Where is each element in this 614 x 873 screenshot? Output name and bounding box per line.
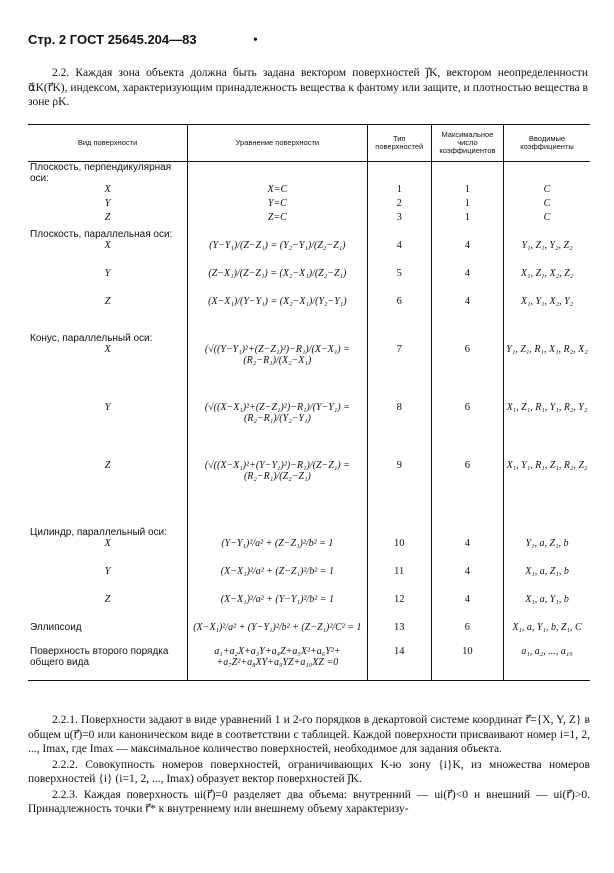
empty-cell — [188, 226, 368, 240]
input-coefficients: X₁, a, Y₁, b, Z₁, C — [504, 622, 590, 646]
table-header-row — [28, 125, 590, 162]
input-coefficients: Y₁, Z₁, Y₂, Z₂ — [504, 240, 590, 268]
empty-cell — [367, 518, 431, 538]
empty-cell — [188, 162, 368, 185]
col-header-equation: Уравнение поверхности — [188, 125, 368, 162]
surface-equation: (X−X₁)²/a² + (Y−Y₁)²/b² + (Z−Z₁)²/C² = 1 — [188, 622, 368, 646]
table-row — [28, 324, 590, 344]
input-coefficients: a₁, a₂, ..., a₁₀ — [504, 646, 590, 680]
surface-equation: a₁+a₂X+a₃Y+a₄Z+a₅X²+a₆Y²+ +a₇Z²+a₈XY+a₉YZ+a₁₀XZ =0 — [188, 646, 368, 680]
table-row — [28, 162, 590, 185]
surface-axis: Y — [104, 402, 111, 413]
paragraph-2-2-3: 2.2.3. Каждая поверхность ui(r⃗)=0 разделяет два объема: внутренний — ui(r⃗)<0 и внешний — ui(r⃗)>0. Принадлежность точки r⃗* к внутреннему или внешнему объему характеризу- — [28, 788, 590, 815]
col-header-max-coef: Максимальное число коэффициентов — [431, 125, 503, 162]
empty-cell — [367, 226, 431, 240]
page-header: Стр. 2 ГОСТ 25645.204—83 — [28, 32, 197, 47]
empty-cell — [504, 162, 590, 185]
surface-equation: (X−X₁)/(Y−Y₁) = (X₂−X₁)/(Y₂−Y₁) — [188, 296, 368, 324]
paragraph-2-2-2: 2.2.2. Совокупность номеров поверхностей, ограничивающих K-ю зону {i}K, из множества номеров поверхностей {i} (i=1, 2, ..., Imax) образует вектор поверхностей j⃗K. — [28, 758, 590, 785]
input-coefficients: Y₁, Z₁, R₁, X₁, R₂, X₂ — [504, 344, 590, 402]
empty-cell — [367, 162, 431, 185]
surface-axis: Z — [104, 460, 111, 471]
surface-type-number: 4 — [367, 240, 431, 268]
col-header-type: Вид поверхности — [28, 125, 188, 162]
max-coef-count: 4 — [431, 296, 503, 324]
body-text — [28, 713, 590, 818]
surface-equation: (√((X−X₁)²+(Y−Y₁)²)−R₁)/(Z−Z₁) = (R₂−R₁)/(Z₂−Z₁) — [188, 460, 368, 518]
max-coef-count: 4 — [431, 268, 503, 296]
empty-cell — [431, 324, 503, 344]
group-label: Цилиндр, параллельный оси: — [30, 527, 167, 538]
empty-cell — [431, 162, 503, 185]
group-label: Плоскость, параллельная оси: — [30, 229, 173, 240]
table-row — [28, 296, 590, 324]
table-row — [28, 402, 590, 460]
surface-equation: Y=C — [188, 198, 368, 212]
table-row — [28, 566, 590, 594]
empty-cell — [431, 226, 503, 240]
surface-equation: Z=C — [188, 212, 368, 226]
surface-type-number: 12 — [367, 594, 431, 622]
surface-type-number: 3 — [367, 212, 431, 226]
table-row — [28, 212, 590, 226]
max-coef-count: 1 — [431, 212, 503, 226]
input-coefficients: C — [504, 212, 590, 226]
group-label: Плоскость, перпендикулярная оси: — [30, 162, 172, 184]
surface-axis: Поверхность второго порядка общего вида — [28, 646, 188, 680]
surface-type-number: 13 — [367, 622, 431, 646]
surface-type-number: 9 — [367, 460, 431, 518]
col-header-surface-type: Тип поверхностей — [367, 125, 431, 162]
surface-axis: Z — [104, 296, 111, 307]
table-row — [28, 646, 590, 680]
max-coef-count: 4 — [431, 538, 503, 566]
surface-axis: Z — [104, 212, 111, 223]
table-row — [28, 268, 590, 296]
empty-cell — [504, 226, 590, 240]
empty-cell — [188, 324, 368, 344]
input-coefficients: Y₁, a, Z₁, b — [504, 538, 590, 566]
empty-cell — [504, 518, 590, 538]
intro-paragraph — [28, 66, 588, 110]
input-coefficients: X₁, Z₁, X₂, Z₂ — [504, 268, 590, 296]
max-coef-count: 1 — [431, 198, 503, 212]
surface-axis: X — [104, 240, 111, 251]
table-row — [28, 460, 590, 518]
surface-equation: (X−X₁)²/a² + (Z−Z₁)²/b² = 1 — [188, 566, 368, 594]
input-coefficients: X₁, a, Z₁, b — [504, 566, 590, 594]
surface-axis: Y — [104, 198, 111, 209]
input-coefficients: X₁, a, Y₁, b — [504, 594, 590, 622]
surface-type-number: 10 — [367, 538, 431, 566]
surface-equation: (√((X−X₁)²+(Z−Z₁)²)−R₁)/(Y−Y₁) = (R₂−R₁)/(Y₂−Y₁) — [188, 402, 368, 460]
max-coef-count: 4 — [431, 566, 503, 594]
empty-cell — [504, 324, 590, 344]
surface-axis: X — [104, 538, 111, 549]
table-row — [28, 622, 590, 646]
surface-equation: (Z−X₁)/(Z−Z₁) = (X₂−X₁)/(Z₂−Z₁) — [188, 268, 368, 296]
max-coef-count: 6 — [431, 460, 503, 518]
surface-type-number: 5 — [367, 268, 431, 296]
paragraph-2-2-1: 2.2.1. Поверхности задают в виде уравнений 1 и 2-го порядков в декартовой системе координат r⃗={X, Y, Z} в общем u(r⃗)=0 или каноническом виде в соответствии с таблицей. Каждой поверхности присваивают номер i=1, 2, ..., Imax, где Imax — максимальное количество поверхностей, необходимое для задания объекта. — [28, 714, 590, 755]
table-row — [28, 344, 590, 402]
surface-equation: X=C — [188, 184, 368, 198]
max-coef-count: 6 — [431, 402, 503, 460]
surface-equation: (Y−Y₁)²/a² + (Z−Z₁)²/b² = 1 — [188, 538, 368, 566]
surface-type-number: 7 — [367, 344, 431, 402]
table-row — [28, 198, 590, 212]
table-body — [28, 162, 590, 681]
surface-axis: Z — [104, 594, 111, 605]
input-coefficients: C — [504, 184, 590, 198]
max-coef-count: 10 — [431, 646, 503, 680]
surface-axis: Y — [104, 566, 111, 577]
table-row — [28, 240, 590, 268]
surface-equation: (Y−Y₁)/(Z−Z₁) = (Y₂−Y₁)/(Z₂−Z₁) — [188, 240, 368, 268]
input-coefficients: C — [504, 198, 590, 212]
surface-type-number: 1 — [367, 184, 431, 198]
max-coef-count: 4 — [431, 240, 503, 268]
empty-cell — [431, 518, 503, 538]
surface-type-number: 6 — [367, 296, 431, 324]
surface-equation: (X−X₁)²/a² + (Y−Y₁)²/b² = 1 — [188, 594, 368, 622]
max-coef-count: 1 — [431, 184, 503, 198]
page-mark: • — [253, 33, 258, 48]
max-coef-count: 6 — [431, 622, 503, 646]
input-coefficients: X₁, Z₁, R₁, Y₁, R₂, Y₂ — [504, 402, 590, 460]
surface-type-number: 11 — [367, 566, 431, 594]
table-row — [28, 518, 590, 538]
table-row — [28, 226, 590, 240]
group-label: Конус, параллельный оси: — [30, 333, 153, 344]
surface-equation: (√((Y−Y₁)²+(Z−Z₁)²)−R₁)/(X−X₁) = (R₂−R₁)/(X₂−X₁) — [188, 344, 368, 402]
table-row — [28, 184, 590, 198]
table-row — [28, 538, 590, 566]
surface-axis: Y — [104, 268, 111, 279]
surface-type-number: 14 — [367, 646, 431, 680]
col-header-coefs: Вводимые коэффициенты — [504, 125, 590, 162]
surface-axis: Эллипсоид — [30, 622, 82, 633]
max-coef-count: 4 — [431, 594, 503, 622]
empty-cell — [188, 518, 368, 538]
table-row — [28, 594, 590, 622]
input-coefficients: X₁, Y₁, R₁, Z₁, R₂, Z₂ — [504, 460, 590, 518]
surface-type-number: 2 — [367, 198, 431, 212]
surface-type-number: 8 — [367, 402, 431, 460]
max-coef-count: 6 — [431, 344, 503, 402]
surface-axis: X — [104, 184, 111, 195]
input-coefficients: X₁, Y₁, X₂, Y₂ — [504, 296, 590, 324]
intro-text: 2.2. Каждая зона объекта должна быть задана вектором поверхностей j⃗K, вектором неопределенности α⃗K(r⃗K), индексом, характеризующим принадлежность вещества к фантому или защите, и плотностью вещества в зоне ρK. — [28, 67, 588, 108]
surface-axis: X — [104, 344, 111, 355]
surfaces-table — [28, 124, 590, 681]
empty-cell — [367, 324, 431, 344]
